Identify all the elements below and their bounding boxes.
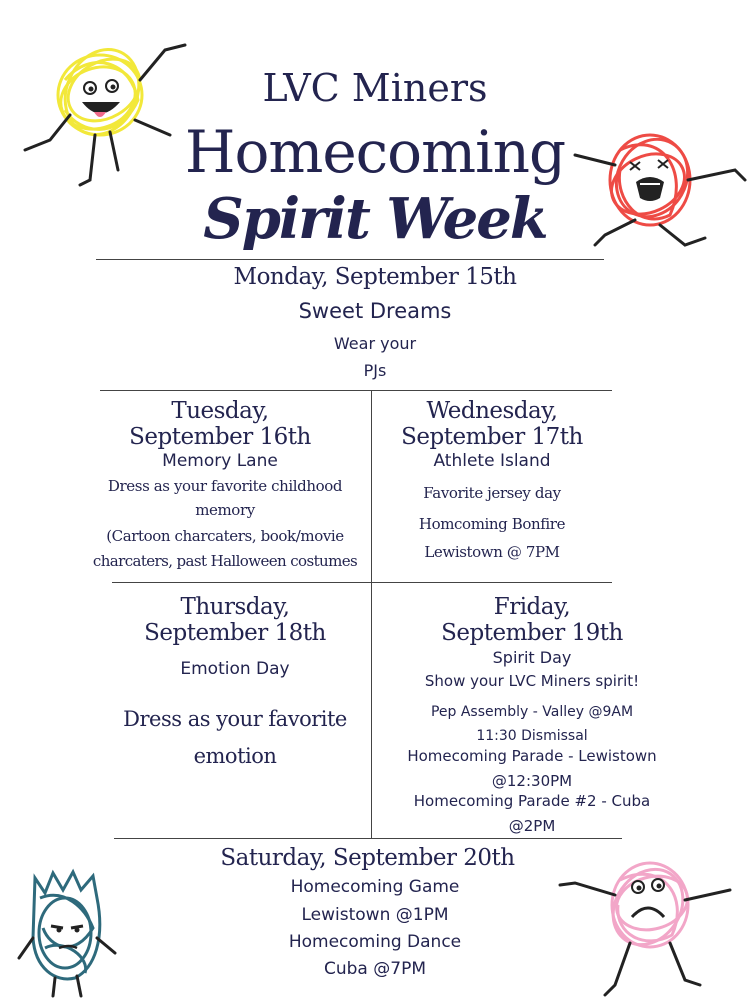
friday-detail: @2PM — [508, 817, 556, 835]
friday-date: September 19th — [441, 620, 623, 646]
friday-detail: Homecoming Parade - Lewistown — [407, 747, 657, 765]
saturday-detail: Lewistown @1PM — [301, 905, 449, 925]
thursday-day: Thursday, — [180, 594, 290, 620]
saturday-detail: Homecoming Game — [290, 877, 460, 897]
tuesday-detail: charcaters, past Halloween costumes — [92, 552, 358, 570]
wednesday-date: September 17th — [401, 424, 583, 450]
wednesday-detail: Homcoming Bonfire — [418, 515, 566, 533]
monday-desc-line2: PJs — [363, 361, 387, 380]
thursday-detail: Dress as your favorite — [123, 707, 347, 731]
friday-detail: Show your LVC Miners spirit! — [424, 672, 640, 690]
friday-detail: Pep Assembly - Valley @9AM — [430, 704, 634, 720]
friday-day: Friday, — [493, 594, 571, 620]
monday-divider — [100, 390, 612, 391]
friday-detail: @12:30PM — [491, 772, 573, 790]
thursday-theme: Emotion Day — [180, 659, 290, 679]
saturday-detail: Homecoming Dance — [288, 932, 462, 952]
school-name: LVC Miners — [262, 66, 488, 110]
tuesday-date: September 16th — [129, 424, 311, 450]
monday-desc-line1: Wear your — [333, 334, 417, 353]
thursday-date: September 18th — [144, 620, 326, 646]
tuesday-day: Tuesday, — [171, 398, 269, 424]
tuesday-detail: Dress as your favorite childhood — [107, 477, 343, 495]
friday-theme: Spirit Day — [492, 648, 572, 667]
header-divider — [96, 259, 604, 260]
title-spirit-week: Spirit Week — [203, 186, 547, 252]
monday-date: Monday, September 15th — [233, 264, 517, 290]
wednesday-detail: Favorite jersey day — [423, 484, 561, 502]
midweek-divider — [112, 582, 612, 583]
title-homecoming: Homecoming — [184, 118, 566, 186]
tuesday-detail: (Cartoon charcaters, book/movie — [106, 527, 344, 545]
thursday-detail: emotion — [193, 744, 277, 768]
wednesday-detail: Lewistown @ 7PM — [424, 543, 560, 561]
saturday-date: Saturday, September 20th — [220, 845, 515, 871]
wednesday-theme: Athlete Island — [433, 451, 551, 471]
friday-detail: 11:30 Dismissal — [476, 728, 588, 744]
wednesday-day: Wednesday, — [426, 398, 558, 424]
monday-theme: Sweet Dreams — [298, 299, 452, 323]
tuesday-theme: Memory Lane — [162, 451, 278, 471]
bottom-divider — [114, 838, 622, 839]
friday-detail: Homecoming Parade #2 - Cuba — [413, 792, 651, 810]
saturday-detail: Cuba @7PM — [324, 959, 426, 979]
tuesday-detail: memory — [195, 501, 255, 519]
